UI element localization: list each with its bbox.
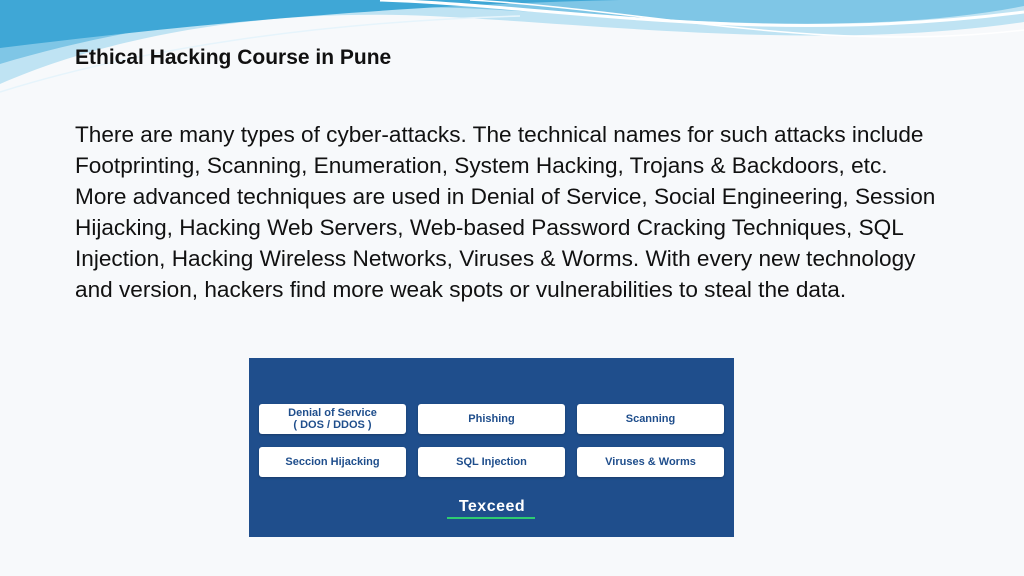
logo-underline <box>447 517 535 519</box>
tile-phishing <box>418 404 565 434</box>
tile-label: Scanning <box>625 413 676 425</box>
tile-label: Denial of Service <box>288 407 377 419</box>
tile-viruses-worms <box>577 447 724 477</box>
tile-sql-injection <box>418 447 565 477</box>
tile-denial-of-service <box>259 404 406 434</box>
tile-scanning <box>577 404 724 434</box>
slide-body-text: There are many types of cyber-attacks. The technical names for such attacks include Footprinting, Scanning, Enumeration, System Hacking, Trojans & Backdoors, etc. More advanced techniques are used in Denial of Service, Social Engineering, Session Hijacking, Hacking Web Servers, Web-based Password Cracking Techniques, SQL Injection, Hacking Wireless Networks, Viruses & Worms. With every new technology and version, hackers find more weak spots or vulnerabilities to steal the data. <box>75 122 936 302</box>
tile-label: Phishing <box>468 413 515 425</box>
tile-sublabel: ( DOS / DDOS ) <box>293 419 372 431</box>
tile-label: Viruses & Worms <box>605 456 696 468</box>
attack-types-image <box>249 358 734 537</box>
texceed-logo <box>447 498 537 519</box>
tile-label: Seccion Hijacking <box>285 456 380 468</box>
logo-wordmark: Texceed <box>458 498 526 515</box>
tile-session-hijacking <box>259 447 406 477</box>
slide-title: Ethical Hacking Course in Pune <box>75 46 392 69</box>
tile-label: SQL Injection <box>456 456 527 468</box>
